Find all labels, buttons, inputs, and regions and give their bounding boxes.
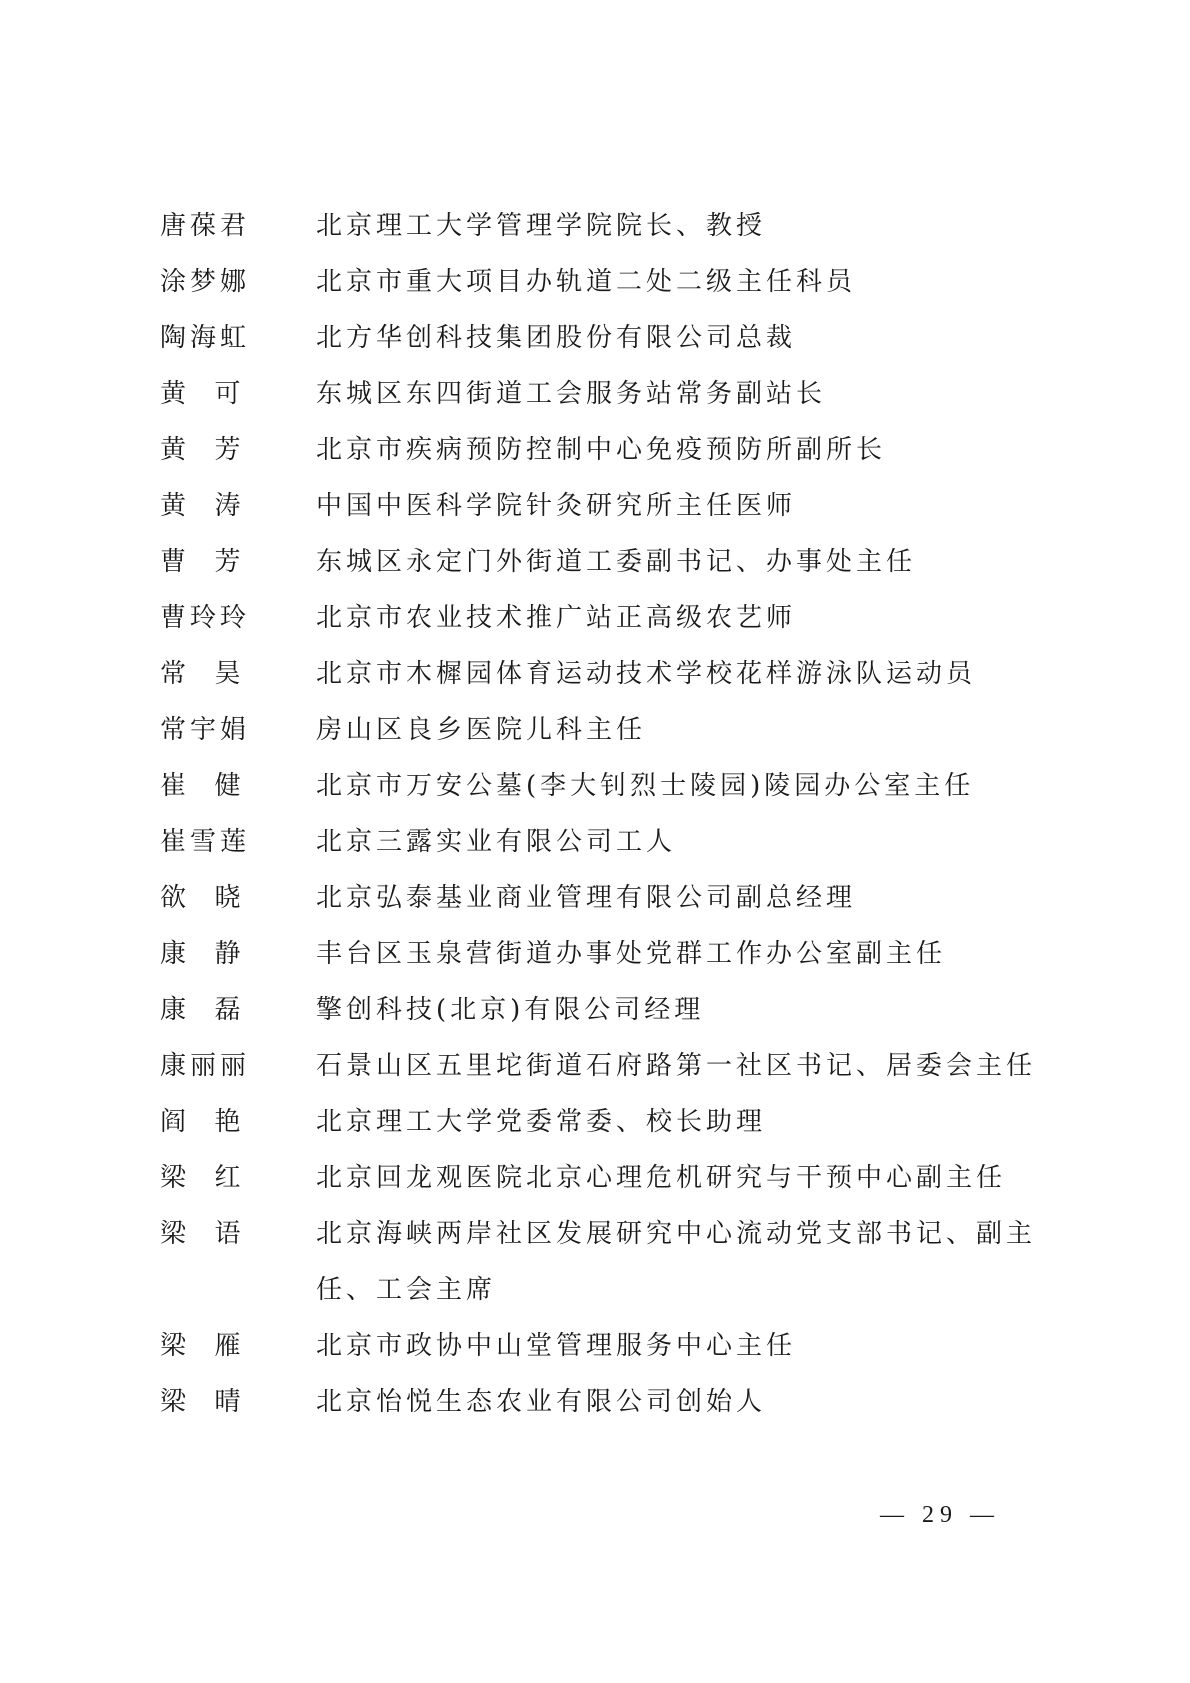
person-name: 阎 艳: [160, 1107, 245, 1137]
person-title: 北京弘泰基业商业管理有限公司副总经理: [316, 883, 857, 913]
person-title: 东城区永定门外街道工委副书记、办事处主任: [316, 547, 917, 577]
list-item: [160, 198, 1060, 254]
person-title: 北京三露实业有限公司工人: [316, 827, 677, 857]
person-name: 黄 芳: [160, 435, 245, 465]
person-name: 梁 雁: [160, 1331, 245, 1361]
person-name: 常 昊: [160, 659, 245, 689]
person-title: 北京市木樨园体育运动技术学校花样游泳队运动员: [316, 659, 977, 689]
person-title: 北京怡悦生态农业有限公司创始人: [316, 1387, 767, 1417]
honoree-list: [160, 198, 1060, 1430]
list-item: [160, 1150, 1060, 1206]
person-title: 北京回龙观医院北京心理危机研究与干预中心副主任: [316, 1163, 1007, 1193]
person-title: 丰台区玉泉营街道办事处党群工作办公室副主任: [316, 939, 947, 969]
list-item: [160, 1374, 1060, 1430]
list-item: [160, 1094, 1060, 1150]
person-title: 北方华创科技集团股份有限公司总裁: [316, 323, 797, 353]
person-title: 北京海峡两岸社区发展研究中心流动党支部书记、副主任、工会主席: [316, 1219, 1037, 1305]
person-name: 常宇娟: [160, 715, 251, 745]
list-item: [160, 982, 1060, 1038]
person-name: 康丽丽: [160, 1051, 251, 1081]
person-title: 北京理工大学党委常委、校长助理: [316, 1107, 767, 1137]
person-name: 陶海虹: [160, 323, 251, 353]
person-title: 石景山区五里坨街道石府路第一社区书记、居委会主任: [316, 1051, 1037, 1081]
list-item: [160, 646, 1060, 702]
person-title: 北京市政协中山堂管理服务中心主任: [316, 1331, 797, 1361]
person-name: 欲 晓: [160, 883, 245, 913]
list-item: [160, 254, 1060, 310]
list-item: [160, 422, 1060, 478]
person-title: 擎创科技(北京)有限公司经理: [316, 995, 705, 1025]
person-title: 东城区东四街道工会服务站常务副站长: [316, 379, 827, 409]
list-item: [160, 366, 1060, 422]
list-item: [160, 870, 1060, 926]
list-item: [160, 1038, 1060, 1094]
person-name: 曹玲玲: [160, 603, 251, 633]
person-name: 梁 红: [160, 1163, 245, 1193]
person-name: 涂梦娜: [160, 267, 251, 297]
person-name: 崔 健: [160, 771, 245, 801]
person-name: 黄 涛: [160, 491, 245, 521]
person-name: 崔雪莲: [160, 827, 251, 857]
list-item: [160, 478, 1060, 534]
list-item: [160, 534, 1060, 590]
list-item: [160, 758, 1060, 814]
person-title: 北京市万安公墓(李大钊烈士陵园)陵园办公室主任: [316, 771, 975, 801]
list-item: [160, 310, 1060, 366]
list-item: [160, 590, 1060, 646]
list-item: [160, 814, 1060, 870]
list-item: [160, 1318, 1060, 1374]
person-title: 北京理工大学管理学院院长、教授: [316, 211, 767, 241]
person-name: 康 静: [160, 939, 245, 969]
person-title: 北京市重大项目办轨道二处二级主任科员: [316, 267, 857, 297]
person-title: 北京市农业技术推广站正高级农艺师: [316, 603, 797, 633]
person-name: 梁 晴: [160, 1387, 245, 1417]
list-item: [160, 926, 1060, 982]
person-title: 北京市疾病预防控制中心免疫预防所副所长: [316, 435, 887, 465]
page-number: — 29 —: [880, 1502, 1000, 1528]
person-title: 中国中医科学院针灸研究所主任医师: [316, 491, 797, 521]
person-name: 康 磊: [160, 995, 245, 1025]
person-name: 曹 芳: [160, 547, 245, 577]
list-item: [160, 1206, 1060, 1318]
person-title: 房山区良乡医院儿科主任: [316, 715, 647, 745]
person-name: 梁 语: [160, 1219, 245, 1249]
person-name: 黄 可: [160, 379, 245, 409]
person-name: 唐葆君: [160, 211, 251, 241]
list-item: [160, 702, 1060, 758]
